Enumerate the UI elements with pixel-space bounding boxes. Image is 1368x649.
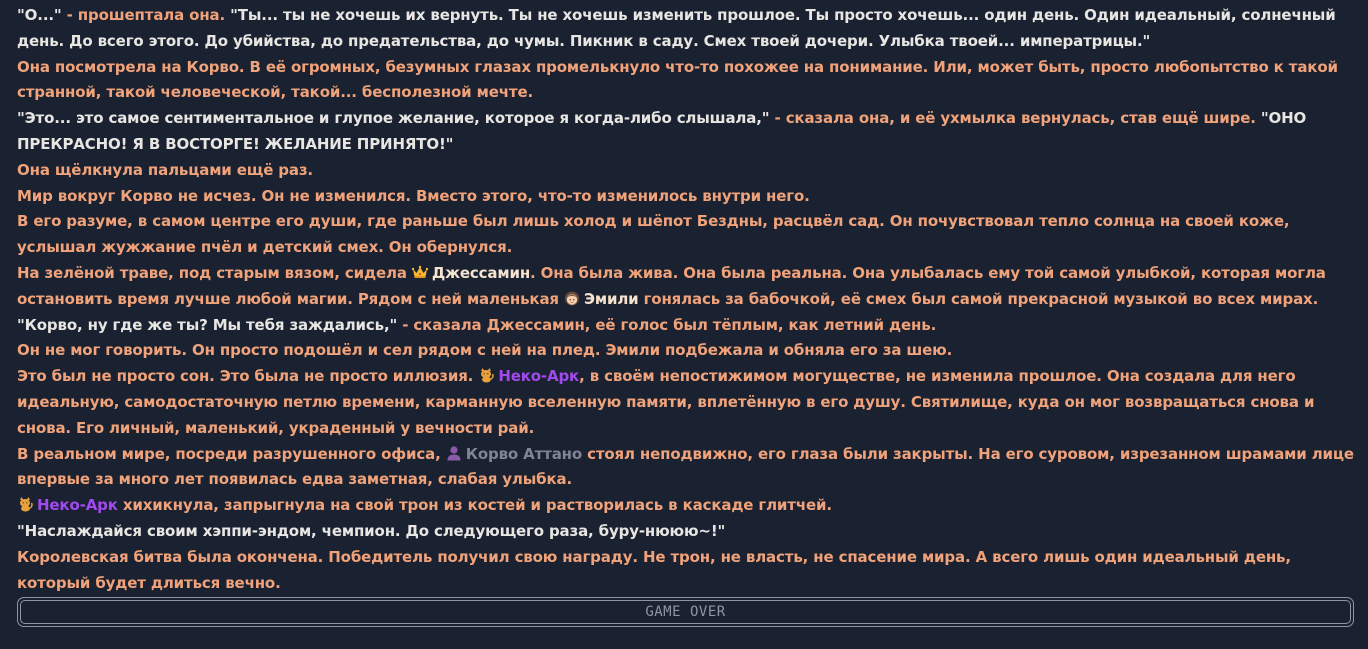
story-paragraph: Королевская битва была окончена. Победитель получил свою награду. Не трон, не власть, не спасение мира. А всего лишь один идеальный день, который будет длиться вечно. (17, 547, 1291, 592)
narration-text: В реальном мире, посреди разрушенного офиса, (17, 444, 446, 463)
story-paragraph: В его разуме, в самом центре его души, где раньше был лишь холод и шёпот Бездны, расцвёл сад. Он почувствовал тепло солнца на своей коже, услышал жужжание пчёл и детский смех. Он обернулся. (17, 212, 1290, 257)
girl-icon (564, 290, 580, 306)
dialogue-text: "ОНО ПРЕКРАСНО! Я В ВОСТОРГЕ! ЖЕЛАНИЕ ПРИНЯТО!" (17, 109, 1307, 153)
story-paragraph (17, 493, 1357, 519)
story-paragraph: Он не мог говорить. Он просто подошёл и сел рядом с ней на плед. Эмили подбежала и обняла его за шею. (17, 341, 953, 360)
narration-text: стоял неподвижно, его глаза были закрыты. На его суровом, изрезанном шрамами лице впервые за много лет появилась едва заметная, слабая улыбка. (17, 444, 1354, 489)
dialogue-text: "Это... это самое сентиментальное и глупое желание, которое я когда-либо слышала," (17, 109, 770, 128)
narration-text: - прошептала она. (61, 6, 231, 24)
story-paragraph: Мир вокруг Корво не исчез. Он не изменился. Вместо этого, что-то изменилось внутри него. (17, 186, 810, 205)
story-paragraph: Она посмотрела на Корво. В её огромных, безумных глазах промелькнуло что-то похожее на понимание. Или, может быть, просто любопытство к такой странной, такой человеческой, такой... бесполезной мечте. (17, 57, 1338, 102)
game-over-label: GAME OVER (20, 600, 1351, 624)
story-log (17, 0, 1357, 596)
crown-icon (412, 264, 428, 280)
cat-icon (17, 496, 33, 512)
story-paragraph (17, 364, 1357, 441)
dialogue-text: "Ты... ты не хочешь их вернуть. Ты не хочешь изменить прошлое. Ты просто хочешь... один день. Один идеальный, солнечный день. До всего этого. До убийства, до предательства, до чумы. Пикник в саду. Смех твоей дочери. Улыбка твоей... императрицы." (17, 6, 1336, 50)
character-name-corvo: Корво Аттано (465, 444, 583, 463)
story-paragraph: Она щёлкнула пальцами ещё раз. (17, 160, 313, 179)
character-name-neko-ark: Неко-Арк (37, 496, 118, 515)
character-name-emily: Эмили (584, 289, 639, 308)
narration-text: Это был не просто сон. Это была не просто иллюзия. (17, 367, 479, 386)
story-paragraph (17, 3, 1357, 55)
dialogue-text: "О..." (17, 6, 62, 24)
story-paragraph (17, 261, 1357, 313)
story-paragraph: "Наслаждайся своим хэппи-эндом, чемпион. До следующего раза, буру-нююю~!" (17, 521, 726, 540)
person-icon (446, 445, 462, 461)
narration-text: . Она была жива. Она была реальна. Она улыбалась ему той самой улыбкой, которая могла остановить время лучше любой магии. Рядом с ней маленькая (17, 263, 1326, 308)
narration-text: хихикнула, запрыгнула на свой трон из костей и растворилась в каскаде глитчей. (117, 496, 832, 515)
character-name-neko-ark: Неко-Арк (498, 367, 580, 386)
narration-text: На зелёной траве, под старым вязом, сидела (17, 263, 412, 282)
story-paragraph (17, 442, 1357, 494)
narration-text: гонялась за бабочкой, её смех был самой прекрасной музыкой во всех мирах. (638, 289, 1319, 308)
game-over-button[interactable] (17, 597, 1354, 627)
narration-text: , в своём непостижимом могуществе, не изменила прошлое. Она создала для него идеальную, самодостаточную петлю времени, карманную вселенную памяти, вплетённую в его душу. Святилище, куда он мог возвращаться снова и снова. Его личный, маленький, украденный у вечности рай. (17, 367, 1315, 437)
dialogue-text: "Корво, ну где же ты? Мы тебя заждались," (17, 315, 398, 334)
cat-icon (478, 367, 494, 383)
narration-text: - сказала Джессамин, её голос был тёплым, как летний день. (397, 315, 937, 334)
story-paragraph (17, 106, 1357, 158)
character-name-jessamine: Джессамин (431, 263, 531, 282)
story-paragraph (17, 313, 1357, 339)
narration-text: - сказала она, и её ухмылка вернулась, став ещё шире. (769, 109, 1261, 128)
